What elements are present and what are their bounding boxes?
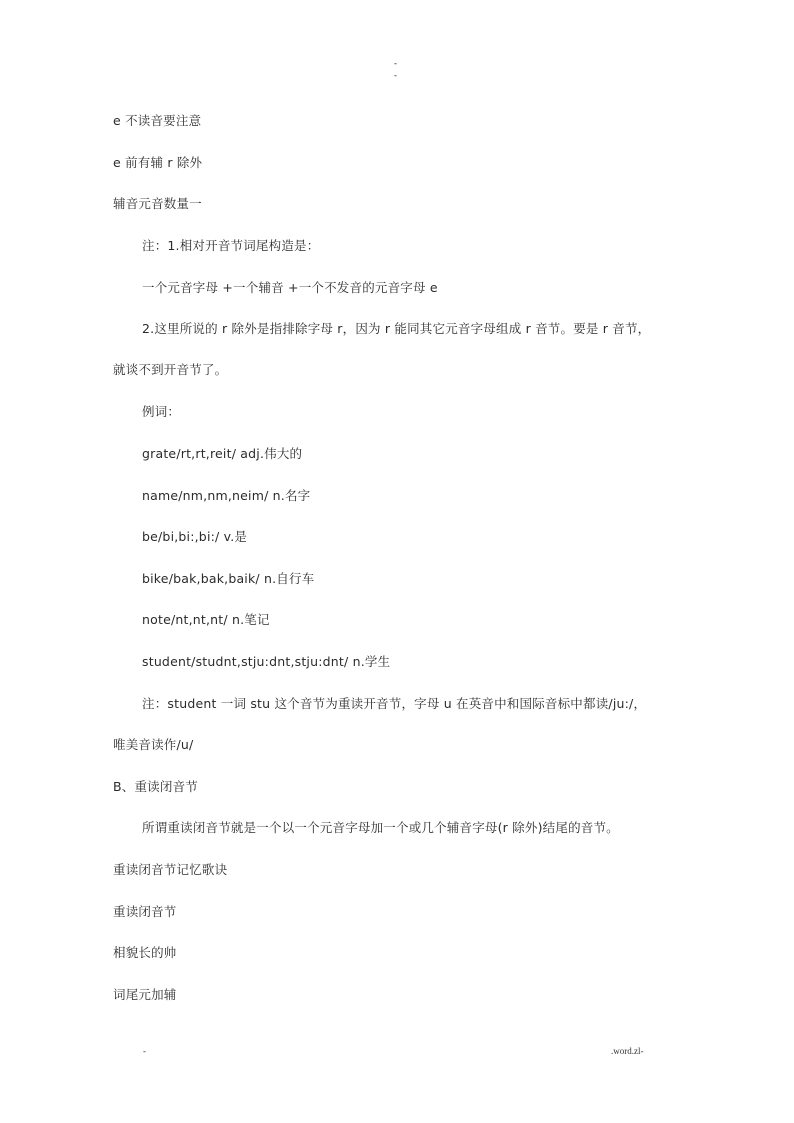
text-line: 注：student 一词 stu 这个音节为重读开音节，字母 u 在英音中和国际音标中都读/ju:/， <box>142 696 647 711</box>
text-line: 重读闭音节 <box>113 904 177 919</box>
text-line: 2.这里所说的 r 除外是指排除字母 r，因为 r 能同其它元音字母组成 r 音节。要是 r 音节， <box>142 321 651 336</box>
text-line: bike/bak,bak,baik/ n.自行车 <box>142 571 315 586</box>
text-line: grate/rt,rt,reit/ adj.伟大的 <box>142 446 303 461</box>
header-mark-top: - <box>394 58 397 68</box>
text-line: be/bi,bi:,bi:/ v.是 <box>142 529 248 544</box>
text-line: note/nt,nt,nt/ n.笔记 <box>142 612 270 627</box>
text-line: 词尾元加辅 <box>113 987 177 1002</box>
footer-right-text: .word.zl- <box>611 1046 644 1056</box>
text-line: 就谈不到开音节了。 <box>113 362 228 377</box>
text-line: B、重读闭音节 <box>113 779 198 794</box>
text-line: 例词： <box>142 404 181 419</box>
text-line: e 前有辅 r 除外 <box>113 155 203 170</box>
text-line: 辅音元音数量一 <box>113 196 202 211</box>
footer-left-mark: - <box>143 1046 146 1056</box>
text-line: 相貌长的帅 <box>113 945 177 960</box>
text-line: 一个元音字母 +一个辅音 +一个不发音的元音字母 e <box>142 280 438 295</box>
text-line: 注：1.相对开音节词尾构造是： <box>142 238 320 253</box>
text-line: 所谓重读闭音节就是一个以一个元音字母加一个或几个辅音字母(r 除外)结尾的音节。 <box>142 820 619 835</box>
header-mark-bottom: - <box>394 70 397 80</box>
text-line: student/studnt,stju:dnt,stju:dnt/ n.学生 <box>142 654 391 669</box>
text-line: e 不读音要注意 <box>113 113 202 128</box>
text-line: 重读闭音节记忆歌诀 <box>113 862 228 877</box>
text-line: 唯美音读作/u/ <box>113 737 194 752</box>
text-line: name/nm,nm,neim/ n.名字 <box>142 488 311 503</box>
